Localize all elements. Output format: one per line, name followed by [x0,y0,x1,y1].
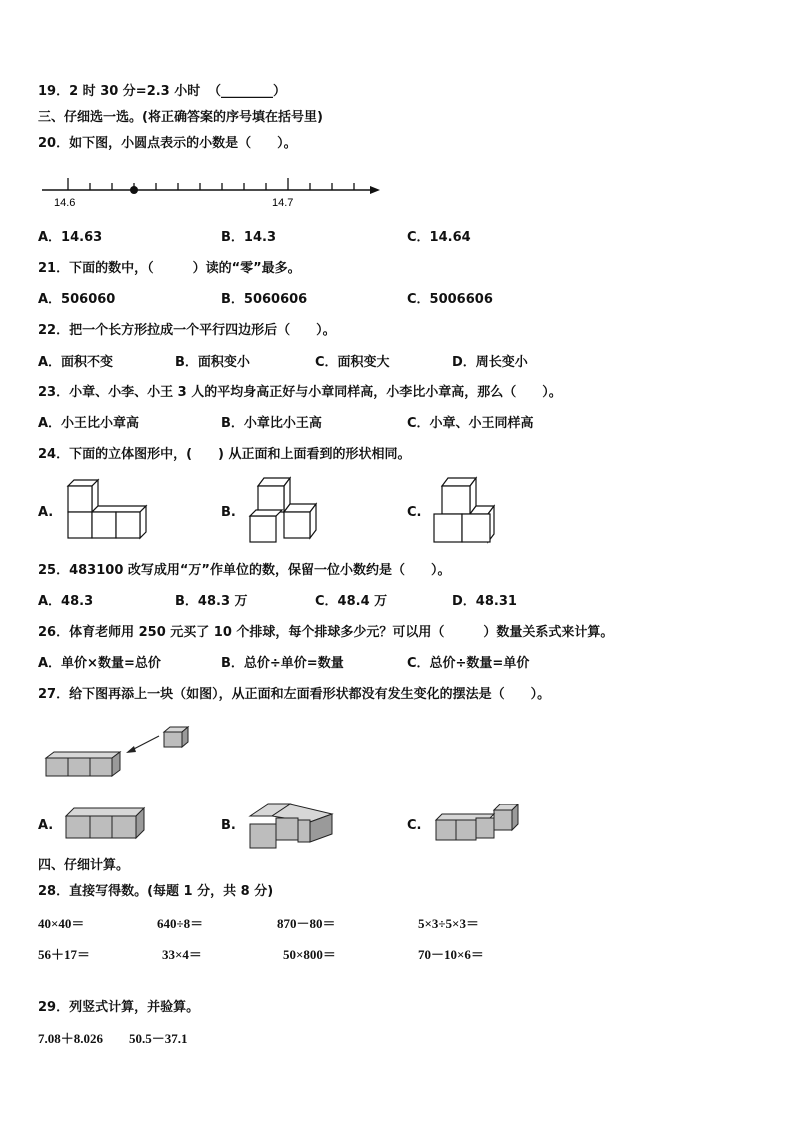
q29-text: 29．列竖式计算，并验算。 [38,1000,200,1015]
number-line-arrow-icon [370,186,380,194]
q22-option-c[interactable]: C．面积变大 [315,355,390,370]
q22-option-a[interactable]: A．面积不变 [38,355,114,370]
q24-text: 24．下面的立体图形中，( ) 从正面和上面看到的形状相同。 [38,447,411,462]
q23-option-b[interactable]: B．小章比小王高 [221,416,322,431]
q27-figure-b [246,802,334,850]
q20-text: 20．如下图，小圆点表示的小数是（ ）。 [38,136,297,151]
q29-expr-2: 50.5－37.1 [129,1031,188,1046]
q22-option-b[interactable]: B．面积变小 [175,355,250,370]
q25-option-b[interactable]: B．48.3 万 [175,594,248,609]
q27-figure-c [434,804,520,844]
q20-option-b[interactable]: B．14.3 [221,230,276,245]
q25-option-a[interactable]: A．48.3 [38,594,94,609]
q28-r1-c2: 640÷8＝ [157,916,204,931]
q29-expr-1: 7.08＋8.026 [38,1031,104,1046]
q28-r2-c2: 33×4＝ [162,947,202,962]
number-line-dot [130,186,138,194]
q24-option-b[interactable]: B. [221,505,236,520]
q28-text: 28．直接写得数。(每题 1 分，共 8 分) [38,884,274,899]
q27-option-a[interactable]: A. [38,818,54,833]
q21-option-b[interactable]: B．5060606 [221,292,308,307]
q27-option-c[interactable]: C. [407,818,422,833]
q19-stem: 19．2 时 30 分=2.3 小时 [38,84,201,99]
q25-text: 25．483100 改写成用“万”作单位的数，保留一位小数约是（ ）。 [38,563,451,578]
q27-figure-a [64,804,148,842]
q24-option-c[interactable]: C. [407,505,422,520]
q25-option-c[interactable]: C．48.4 万 [315,594,388,609]
q28-r1-c4: 5×3÷5×3＝ [418,916,479,931]
q23-option-c[interactable]: C．小章、小王同样高 [407,416,534,431]
section-3-heading: 三、仔细选一选。(将正确答案的序号填在括号里) [38,110,323,125]
q27-base-figure [44,722,194,780]
q21-text: 21．下面的数中，（ ）读的“零”最多。 [38,261,301,276]
q26-option-b[interactable]: B．总价÷单价=数量 [221,656,344,671]
q25-option-d[interactable]: D．48.31 [452,594,517,609]
q28-r2-c1: 56＋17＝ [38,947,91,962]
q23-text: 23．小章、小李、小王 3 人的平均身高正好与小章同样高，小李比小章高，那么（ ）。 [38,385,562,400]
q27-option-b[interactable]: B. [221,818,236,833]
q28-r1-c3: 870－80＝ [277,916,336,931]
q24-figure-b [246,474,320,546]
q28-r2-c3: 50×800＝ [283,947,336,962]
q27-arrow-icon [126,746,136,753]
q24-figure-a [62,478,154,542]
q21-option-a[interactable]: A．506060 [38,292,116,307]
q19-paren[interactable]: （________） [208,84,287,99]
q23-option-a[interactable]: A．小王比小章高 [38,416,140,431]
q22-option-d[interactable]: D．周长变小 [452,355,528,370]
q28-r1-c1: 40×40＝ [38,916,85,931]
number-line-label-right: 14.7 [272,197,294,209]
q21-option-c[interactable]: C．5006606 [407,292,493,307]
number-line-figure [40,170,385,210]
q22-text: 22．把一个长方形拉成一个平行四边形后（ ）。 [38,323,336,338]
q20-option-c[interactable]: C．14.64 [407,230,471,245]
q20-option-a[interactable]: A．14.63 [38,230,103,245]
number-line-label-left: 14.6 [54,197,76,209]
number-line-ticks [68,178,354,190]
q27-text: 27．给下图再添上一块（如图），从正面和左面看形状都没有发生变化的摆法是（ ）。 [38,687,551,702]
q28-r2-c4: 70－10×6＝ [418,947,484,962]
q26-option-a[interactable]: A．单价×数量=总价 [38,656,161,671]
q26-option-c[interactable]: C．总价÷数量=单价 [407,656,530,671]
q26-text: 26．体育老师用 250 元买了 10 个排球，每个排球多少元？可以用（ ）数量关系式来计算。 [38,625,614,640]
section-4-heading: 四、仔细计算。 [38,858,130,873]
q19-text [38,84,200,100]
q24-figure-c [432,476,498,546]
q24-option-a[interactable]: A. [38,505,54,520]
